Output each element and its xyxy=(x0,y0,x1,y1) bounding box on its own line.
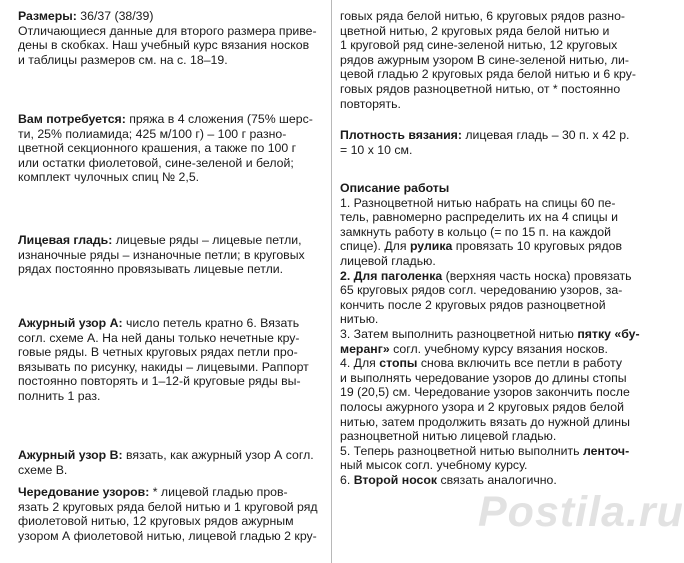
lace-b-text: вязать, как ажурный узор А согл. xyxy=(122,448,314,462)
lace-a-line: вязывать по рисунку, накиды – лицевыми. Раппорт xyxy=(18,359,309,374)
step3-pre: 3. Затем выполнить разноцветной нитью xyxy=(340,326,578,341)
alternation-line: узором А фиолетовой нитью, лицевой гладью 2 кру- xyxy=(18,528,317,543)
step5-end: ный мысок согл. учебному курсу. xyxy=(340,458,528,473)
step4-line: 19 (20,5) см. Чередование узоров закончить после xyxy=(340,385,630,400)
column-divider xyxy=(331,0,332,563)
lace-a-line: согл. схеме А. На ней даны только нечетные кру- xyxy=(18,330,300,345)
continuation-line: рядов ажурным узором В сине-зеленой нитью, ли- xyxy=(340,52,630,67)
materials-line: ти, 25% полиамида; 425 м/100 г) – 100 г разно- xyxy=(18,126,287,141)
watermark-logo: Postila.ru xyxy=(478,488,684,536)
materials-line: или остатки фиолетовой, сине-зеленой и белой; xyxy=(18,155,294,170)
lace-a-line: постоянно повторять и 1–12-й круговые ряды вы- xyxy=(18,374,301,389)
sizes-value: 36/37 (38/39) xyxy=(76,9,154,23)
materials-section xyxy=(18,112,328,185)
stockinette-line: изнаночные ряды – изнаночные петли; в круговых xyxy=(18,247,305,262)
step2-num: 2. Для xyxy=(340,268,381,283)
step5-bold: ленточ- xyxy=(582,443,630,458)
step6-bold: Второй носок xyxy=(353,472,438,487)
alternation-text: * лицевой гладью пров- xyxy=(149,485,288,499)
step1-end: лицевой гладью. xyxy=(340,253,436,268)
gauge-section xyxy=(340,128,650,157)
stockinette-label: Лицевая гладь: xyxy=(18,233,113,247)
step3-post: согл. учебному курсу вязания носков. xyxy=(389,341,608,356)
step2-line: нитью. xyxy=(340,312,379,327)
lace-b-line: схеме В. xyxy=(18,462,68,477)
continuation-line: цветной нитью, 2 круговых ряда белой нитью и xyxy=(340,23,610,38)
step4-pre: 4. Для xyxy=(340,356,380,371)
continuation-line: 1 круговой ряд сине-зеленой нитью, 12 круговых xyxy=(340,38,618,53)
lace-a-label: Ажурный узор А: xyxy=(18,316,123,330)
step4-bold: стопы xyxy=(379,356,418,371)
materials-label: Вам потребуется: xyxy=(18,112,126,126)
step2-line: кончить после 2 круговых рядов разноцветной xyxy=(340,297,606,312)
step2-line: 65 круговых рядов согл. чередованию узоров, за- xyxy=(340,283,623,298)
gauge-line: = 10 х 10 см. xyxy=(340,142,413,157)
lace-a-text: число петель кратно 6. Вязать xyxy=(122,316,300,330)
stockinette-line: рядах постоянно провязывать лицевые петли. xyxy=(18,262,284,277)
gauge-label: Плотность вязания: xyxy=(340,128,462,142)
step6-post: связать аналогично. xyxy=(437,472,557,487)
step4-line: нитью, затем продолжить вязать до нужной длины xyxy=(340,414,630,429)
step2-first: (верхняя часть носка) провязать xyxy=(442,268,632,283)
materials-text: пряжа в 4 сложения (75% шерс- xyxy=(125,112,313,126)
step4-first: снова включить все петли в работу xyxy=(417,356,623,371)
continuation-line: повторять. xyxy=(340,96,401,111)
step3-bold: пятку «бу- xyxy=(577,326,640,341)
alternation-section xyxy=(18,485,328,543)
stockinette-section xyxy=(18,233,328,277)
step1-post: провязать 10 круговых рядов xyxy=(452,239,623,254)
gauge-text: лицевая гладь – 30 п. х 42 р. xyxy=(461,128,630,142)
lace-b-label: Ажурный узор В: xyxy=(18,448,123,462)
alternation-label: Чередование узоров: xyxy=(18,485,150,499)
alternation-line: язать 2 круговых ряда белой нитью и 1 круговой ряд xyxy=(18,499,318,514)
step1-pre: спице). Для xyxy=(340,239,410,254)
step2-bold: паголенка xyxy=(380,268,443,283)
materials-line: цветной секционного крашения, а также по 100 г xyxy=(18,141,297,156)
step4-line: разноцветной нитью лицевой гладью. xyxy=(340,429,557,444)
stockinette-text: лицевые ряды – лицевые петли, xyxy=(112,233,302,247)
sizes-line: дены в скобках. Наш учебный курс вязания носков xyxy=(18,38,310,53)
instructions-title: Описание работы xyxy=(340,181,450,195)
step1-bold: рулика xyxy=(409,239,453,254)
sizes-section xyxy=(18,9,328,67)
lace-a-line: полнить 1 раз. xyxy=(18,388,101,403)
sizes-line: и таблицы размеров см. на с. 18–19. xyxy=(18,52,228,67)
step1-line: замкнуть работу в кольцо (= по 15 п. на каждой xyxy=(340,224,611,239)
alternation-line: фиолетовой нитью, 12 круговых рядов ажурным xyxy=(18,514,294,529)
step5-pre: 5. Теперь разноцветной нитью выполнить xyxy=(340,443,583,458)
continuation-line: говых рядов разноцветной нитью, от * постоянно xyxy=(340,81,621,96)
step3-bold-cont: меранг» xyxy=(340,341,390,356)
materials-line: комплект чулочных спиц № 2,5. xyxy=(18,170,200,185)
lace-a-line: говые ряды. В четных круговых рядах петли про- xyxy=(18,345,298,360)
instructions-section xyxy=(340,181,650,487)
step1-line: тель, равномерно распределить их на 4 спицы и xyxy=(340,210,618,225)
alternation-continuation xyxy=(340,9,650,111)
continuation-line: цевой гладью 2 круговых ряда белой нитью и 6 кру- xyxy=(340,67,636,82)
step4-line: полосы ажурного узора и 2 круговых рядов белой xyxy=(340,399,624,414)
lace-b-section xyxy=(18,448,328,477)
continuation-line: говых ряда белой нитью, 6 круговых рядов разно- xyxy=(340,9,626,23)
step4-line: и выполнять чередование узоров до длины стопы xyxy=(340,370,627,385)
lace-a-section xyxy=(18,316,328,404)
sizes-line: Отличающиеся данные для второго размера приве- xyxy=(18,23,317,38)
sizes-label: Размеры: xyxy=(18,9,77,23)
step6-pre: 6. xyxy=(340,472,354,487)
step1-line: 1. Разноцветной нитью набрать на спицы 60 пе- xyxy=(340,195,616,210)
